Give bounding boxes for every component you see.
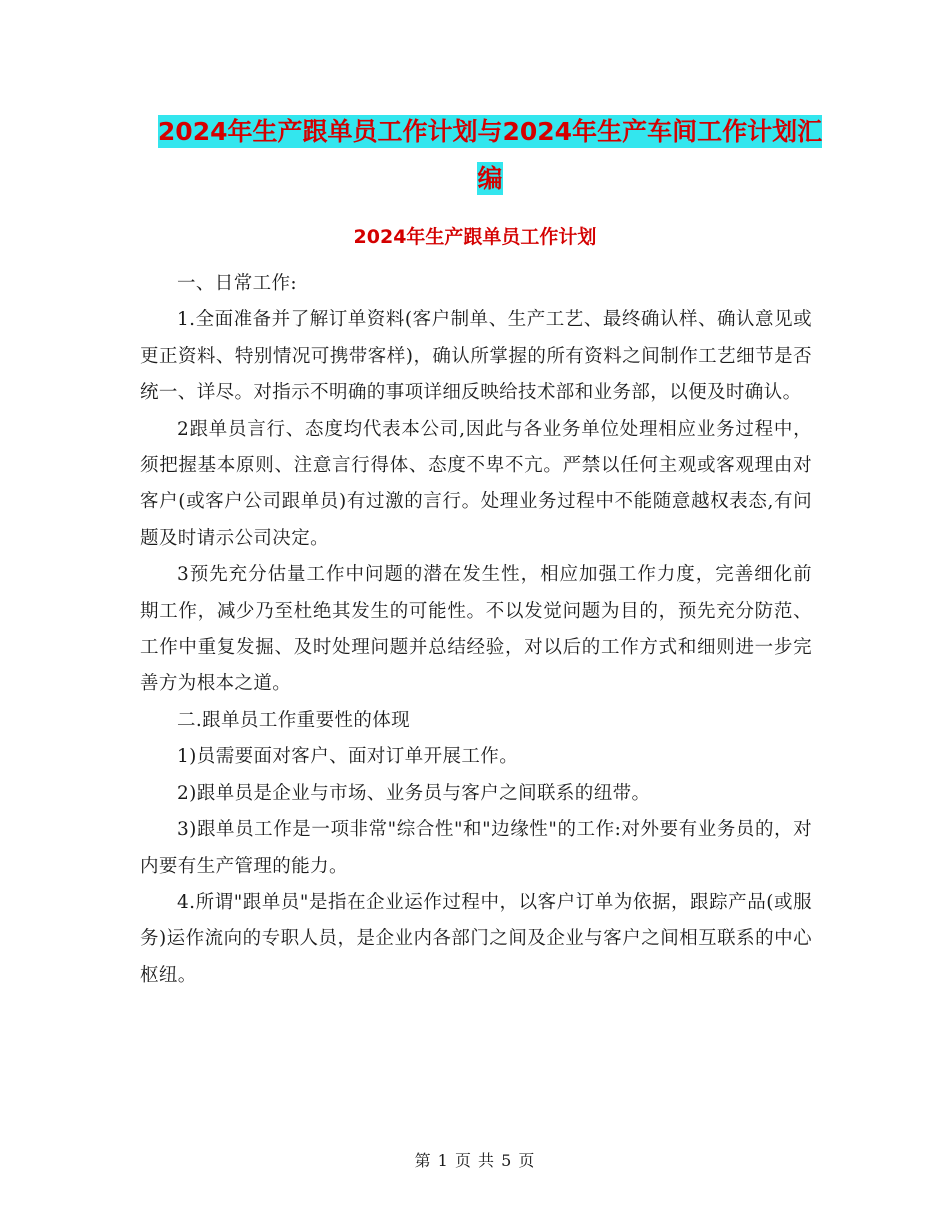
paragraph-3: 3预先充分估量工作中问题的潜在发生性，相应加强工作力度，完善细化前期工作，减少乃至杜绝其发生的可能性。不以发觉问题为目的，预先充分防范、工作中重复发掘、及时处理问题并总结经验，对以后的工作方式和细则进一步完善方为根本之道。 (140, 564, 812, 695)
paragraph-4: 4.所谓"跟单员"是指在企业运作过程中，以客户订单为依据，跟踪产品(或服务)运作流向的专职人员，是企业内各部门之间及企业与客户之间相互联系的中心枢纽。 (140, 891, 812, 986)
list-item-2: 2)跟单员是企业与市场、业务员与客户之间联系的纽带。 (177, 782, 651, 804)
page-footer: 第 1 页 共 5 页 (414, 1151, 536, 1170)
list-item-1: 1)员需要面对客户、面对订单开展工作。 (177, 746, 519, 768)
paragraph-1: 1.全面准备并了解订单资料(客户制单、生产工艺、最终确认样、确认意见或更正资料、特别情况可携带客样)，确认所掌握的所有资料之间制作工艺细节是否统一、详尽。对指示不明确的事项详细反映给技术部和业务部，以便及时确认。 (140, 309, 812, 404)
heading-daily-work: 一、日常工作: (177, 273, 298, 294)
paragraph-2: 2跟单员言行、态度均代表本公司,因此与各业务单位处理相应业务过程中，须把握基本原则、注意言行得体、态度不卑不亢。严禁以任何主观或客观理由对客户(或客户公司跟单员)有过激的言行。处理业务过程中不能随意越权表态,有问题及时请示公司决定。 (140, 418, 812, 549)
document-title (150, 108, 830, 202)
document-body (140, 266, 812, 994)
list-item-3: 3)跟单员工作是一项非常"综合性"和"边缘性"的工作:对外要有业务员的，对内要有生产管理的能力。 (140, 819, 812, 877)
section-title: 2024年生产跟单员工作计划 (353, 226, 597, 248)
heading-importance: 二.跟单员工作重要性的体现 (177, 709, 411, 731)
title-highlight: 2024年生产跟单员工作计划与2024年生产车间工作计划汇编 (157, 117, 823, 193)
